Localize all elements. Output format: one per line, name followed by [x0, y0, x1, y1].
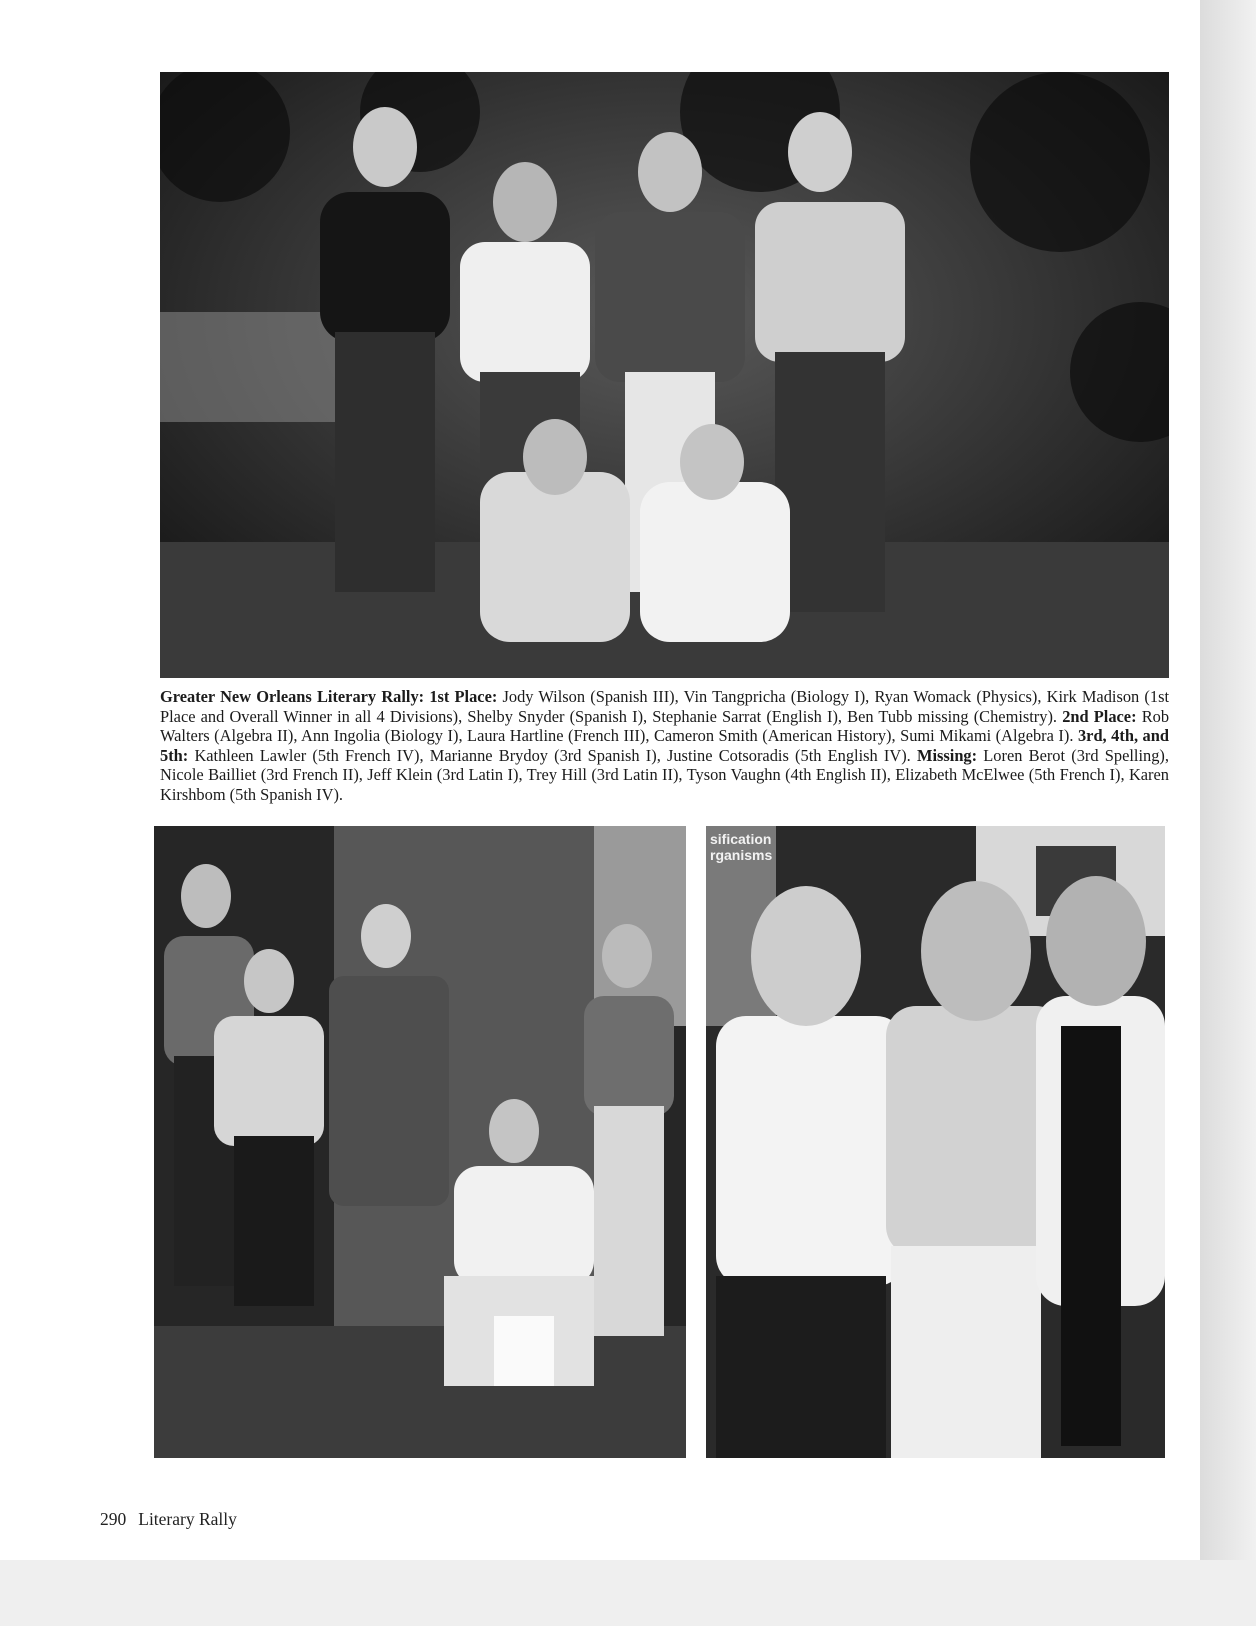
classroom-sign-line2: rganisms — [710, 847, 773, 863]
page-number: 290 — [100, 1509, 127, 1529]
scan-bottom-margin — [0, 1560, 1256, 1626]
page-folio — [100, 1509, 237, 1530]
section-title: Literary Rally — [138, 1509, 237, 1529]
group-photo-tree-image — [154, 826, 686, 1458]
caption-second-place-label: 2nd Place: — [1062, 706, 1137, 726]
group-photo-classroom-image — [706, 826, 1165, 1458]
photo-caption — [160, 687, 1169, 804]
classroom-sign-line1: sification — [710, 831, 772, 847]
page-edge — [1200, 0, 1256, 1560]
caption-first-place-text: Jody Wilson (Spanish III), Vin Tangpricha (Biology I), Ryan Womack (Physics), Kirk Madison (1st Place and Overall Winner in all 4 Divisions), Shelby Snyder (Spanish I), Stephanie Sarrat (English I), Ben Tubb missing (Chemistry). — [160, 687, 1170, 726]
caption-missing-label: Missing: — [916, 745, 978, 765]
caption-missing-text: Loren Berot (3rd Spelling), Nicole Bailliet (3rd French II), Jeff Klein (3rd Latin I), Trey Hill (3rd Latin II), Tyson Vaughn (4th English II), Elizabeth McElwee (5th French I), Karen Kirshbom (5th Spanish IV). — [160, 745, 1169, 804]
group-photo-classroom — [706, 826, 1165, 1458]
caption-first-place-label: 1st Place: — [429, 687, 498, 706]
caption-event-label: Greater New Orleans Literary Rally: — [160, 687, 425, 706]
group-photo-first-place — [160, 72, 1169, 678]
caption-third-place-text: Kathleen Lawler (5th French IV), Marianne Brydoy (3rd Spanish I), Justine Cotsoradis (5th English IV). — [194, 745, 911, 765]
group-photo-first-place-image — [160, 72, 1169, 678]
group-photo-tree — [154, 826, 686, 1458]
caption-third-place-label: 3rd, 4th, and 5th: — [160, 726, 1169, 765]
caption-second-place-text: Rob Walters (Algebra II), Ann Ingolia (Biology I), Laura Hartline (French III), Cameron Smith (American History), Sumi Mikami (Algebra I). — [160, 706, 1170, 745]
